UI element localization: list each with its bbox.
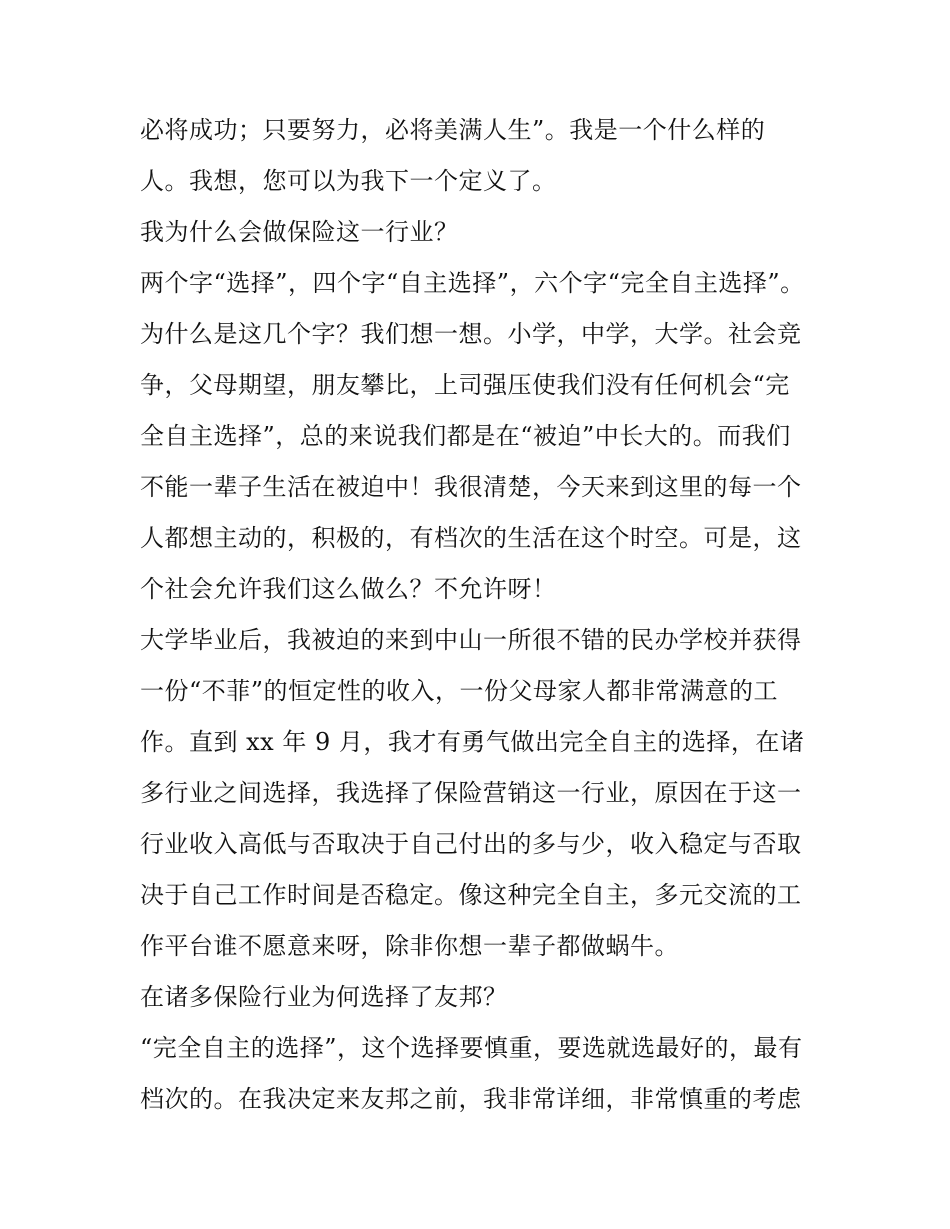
text-line: 不能一辈子生活在被迫中！我很清楚，今天来到这里的每一个 [140,473,802,501]
text-line: 大学毕业后，我被迫的来到中山一所很不错的民办学校并获得 [140,626,802,654]
text-line: 我为什么会做保险这一行业？ [140,218,459,246]
text-line: 档次的。在我决定来友邦之前，我非常详细，非常慎重的考虑 [140,1085,802,1113]
text-line: 人都想主动的，积极的，有档次的生活在这个时空。可是，这 [140,524,802,552]
text-line: 个社会允许我们这么做么？不允许呀！ [140,575,557,603]
text-line: 作。直到 xx 年 9 月，我才有勇气做出完全自主的选择，在诸 [140,728,805,756]
text-line: 一份“不菲”的恒定性的收入，一份父母家人都非常满意的工 [140,677,779,705]
text-line: 决于自己工作时间是否稳定。像这种完全自主，多元交流的工 [140,881,802,909]
text-line: “完全自主的选择”，这个选择要慎重，要选就选最好的，最有 [140,1034,803,1062]
text-line: 多行业之间选择，我选择了保险营销这一行业，原因在于这一 [140,779,802,807]
text-line: 为什么是这几个字？我们想一想。小学，中学，大学。社会竞 [140,320,802,348]
text-line: 行业收入高低与否取决于自己付出的多与少，收入稳定与否取 [140,830,802,858]
text-line: 作平台谁不愿意来呀，除非你想一辈子都做蜗牛。 [140,932,679,960]
text-line: 在诸多保险行业为何选择了友邦？ [140,983,508,1011]
text-line: 争，父母期望，朋友攀比，上司强压使我们没有任何机会“完 [140,371,790,399]
text-line: 必将成功；只要努力，必将美满人生”。我是一个什么样的 [140,116,766,144]
text-line: 人。我想，您可以为我下一个定义了。 [140,167,557,195]
text-line: 两个字“选择”，四个字“自主选择”，六个字“完全自主选择”。 [140,269,805,297]
text-line: 全自主选择”，总的来说我们都是在“被迫”中长大的。而我们 [140,422,791,450]
